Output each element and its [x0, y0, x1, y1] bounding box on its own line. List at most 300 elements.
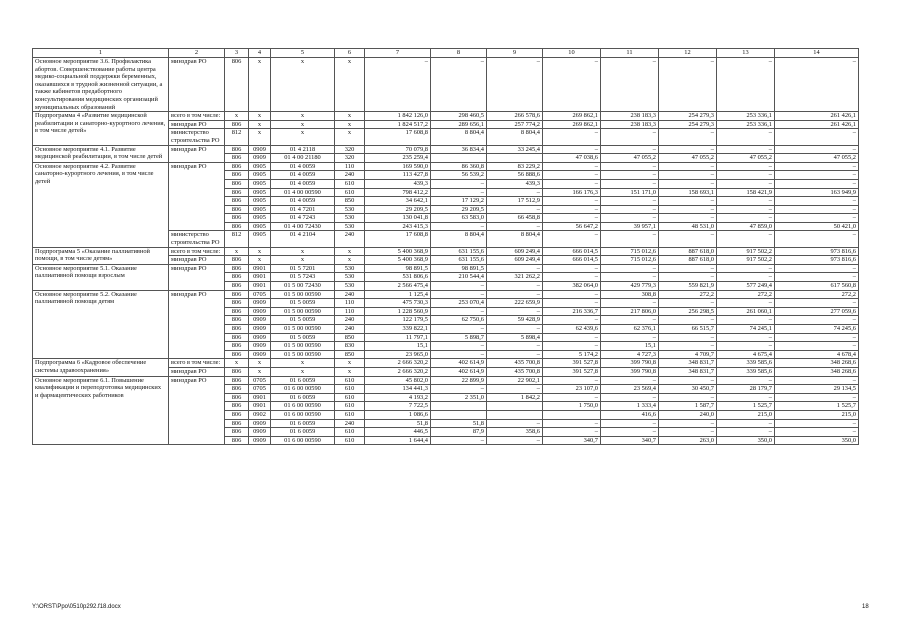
amount-cell: – [775, 273, 859, 282]
code-cell: 806 [225, 179, 249, 188]
amount-cell: – [365, 58, 431, 112]
amount-cell: 113 427,8 [365, 171, 431, 180]
measure-name-cell: Основное мероприятие 3.6. Профилактика абортов. Совершенствование работы центра медико-социальной поддержки беременных, оказавшихся в трудной жизненной ситуации, а также кабинетов предабортного консультирования медицинских организаций муниципальных образований [33, 58, 169, 112]
amount-cell: 235 259,4 [365, 154, 431, 163]
code-cell: 01 5 00 72430 [271, 282, 335, 291]
column-number-cell: 2 [169, 49, 225, 58]
column-number-cell: 10 [543, 49, 601, 58]
amount-cell: 5 400 368,9 [365, 247, 431, 256]
column-number-cell: 1 [33, 49, 169, 58]
code-cell: 01 6 0059 [271, 419, 335, 428]
amount-cell: 158 421,9 [717, 188, 775, 197]
code-cell: 806 [225, 273, 249, 282]
amount-cell: 47 038,6 [543, 154, 601, 163]
amount-cell: 217 806,0 [601, 307, 659, 316]
code-cell: 0909 [249, 307, 271, 316]
column-number-cell: 3 [225, 49, 249, 58]
amount-cell: – [717, 171, 775, 180]
amount-cell: 577 249,4 [717, 282, 775, 291]
amount-cell: – [775, 129, 859, 145]
code-cell: x [271, 247, 335, 256]
amount-cell: – [601, 205, 659, 214]
code-cell: 01 4 00 00590 [271, 188, 335, 197]
column-number-cell: 4 [249, 49, 271, 58]
code-cell: x [335, 120, 365, 129]
executor-cell: министерство строительства РО [169, 129, 225, 145]
amount-cell: 446,5 [365, 428, 431, 437]
amount-cell: 36 834,4 [431, 145, 487, 154]
amount-cell: – [659, 428, 717, 437]
amount-cell: 15,1 [601, 342, 659, 351]
amount-cell: 158 693,1 [659, 188, 717, 197]
amount-cell: 1 587,7 [659, 402, 717, 411]
code-cell: 806 [225, 120, 249, 129]
amount-cell: – [601, 393, 659, 402]
amount-cell: – [487, 205, 543, 214]
amount-cell: 122 179,5 [365, 316, 431, 325]
table-body [33, 58, 859, 445]
amount-cell: 261 426,1 [775, 112, 859, 121]
executor-cell: всего в том числе: [169, 112, 225, 121]
amount-cell: – [601, 264, 659, 273]
code-cell: 806 [225, 385, 249, 394]
amount-cell: 399 790,8 [601, 367, 659, 376]
executor-cell: минздрав РО [169, 256, 225, 265]
code-cell: 610 [335, 402, 365, 411]
code-cell: x [249, 120, 271, 129]
code-cell: x [249, 247, 271, 256]
column-number-cell: 6 [335, 49, 365, 58]
amount-cell: 47 859,0 [717, 222, 775, 231]
amount-cell: 261 426,1 [775, 120, 859, 129]
amount-cell: 8 804,4 [431, 231, 487, 247]
code-cell: 01 4 0059 [271, 162, 335, 171]
amount-cell: 2 351,0 [431, 393, 487, 402]
amount-cell: – [717, 428, 775, 437]
amount-cell: 5 400 368,9 [365, 256, 431, 265]
code-cell: 0902 [249, 410, 271, 419]
amount-cell: 2 666 320,2 [365, 367, 431, 376]
amount-cell: 56 539,2 [431, 171, 487, 180]
code-cell: 0909 [249, 325, 271, 334]
amount-cell: 87,9 [431, 428, 487, 437]
amount-cell: – [487, 342, 543, 351]
amount-cell: – [775, 428, 859, 437]
amount-cell: 23 107,0 [543, 385, 601, 394]
amount-cell: 5 174,2 [543, 350, 601, 359]
code-cell: x [271, 359, 335, 368]
amount-cell: – [717, 376, 775, 385]
amount-cell: 917 502,2 [717, 247, 775, 256]
code-cell: 01 4 0059 [271, 179, 335, 188]
code-cell: x [271, 112, 335, 121]
code-cell: 806 [225, 205, 249, 214]
code-cell: 530 [335, 205, 365, 214]
code-cell: 806 [225, 171, 249, 180]
amount-cell: 1 842,2 [487, 393, 543, 402]
amount-cell: – [431, 58, 487, 112]
executor-cell: минздрав РО [169, 376, 225, 445]
code-cell: 0901 [249, 273, 271, 282]
code-cell: 610 [335, 385, 365, 394]
amount-cell: – [717, 231, 775, 247]
code-cell: 0909 [249, 333, 271, 342]
amount-cell: – [601, 428, 659, 437]
amount-cell: – [431, 325, 487, 334]
amount-cell: – [487, 385, 543, 394]
amount-cell: – [717, 205, 775, 214]
amount-cell: 4 709,7 [659, 350, 717, 359]
code-cell: x [225, 112, 249, 121]
amount-cell: – [775, 333, 859, 342]
amount-cell: 210 544,4 [431, 273, 487, 282]
amount-cell: – [659, 58, 717, 112]
amount-cell: – [775, 171, 859, 180]
budget-table-sheet [32, 48, 858, 445]
code-cell: 01 4 2118 [271, 145, 335, 154]
amount-cell: – [717, 316, 775, 325]
amount-cell: 163 949,9 [775, 188, 859, 197]
amount-cell: 2 566 475,4 [365, 282, 431, 291]
amount-cell: – [659, 316, 717, 325]
amount-cell: 272,2 [775, 290, 859, 299]
code-cell: 530 [335, 264, 365, 273]
code-cell: 01 6 0059 [271, 393, 335, 402]
amount-cell: 17 608,8 [365, 231, 431, 247]
amount-cell: 666 014,5 [543, 256, 601, 265]
code-cell: 0905 [249, 214, 271, 223]
code-cell: 0909 [249, 428, 271, 437]
amount-cell: 51,8 [431, 419, 487, 428]
amount-cell [431, 402, 487, 411]
document-path-footer: Y:\ORST\Ppo\0510p292.f18.docx [32, 604, 121, 610]
table-row [33, 264, 859, 273]
amount-cell [487, 402, 543, 411]
amount-cell: 350,0 [775, 436, 859, 445]
code-cell: 240 [335, 325, 365, 334]
amount-cell: 256 298,5 [659, 307, 717, 316]
amount-cell: 23 569,4 [601, 385, 659, 394]
amount-cell: 475 730,3 [365, 299, 431, 308]
amount-cell: – [487, 325, 543, 334]
amount-cell: 4 675,4 [717, 350, 775, 359]
amount-cell: 50 421,0 [775, 222, 859, 231]
amount-cell: – [431, 188, 487, 197]
amount-cell: – [601, 145, 659, 154]
amount-cell: – [775, 205, 859, 214]
code-cell: 0909 [249, 419, 271, 428]
amount-cell: 887 618,0 [659, 256, 717, 265]
code-cell: 610 [335, 376, 365, 385]
code-cell: x [335, 129, 365, 145]
amount-cell: – [717, 129, 775, 145]
amount-cell: 17 608,8 [365, 129, 431, 145]
amount-cell: – [659, 179, 717, 188]
amount-cell: – [775, 264, 859, 273]
amount-cell: – [659, 419, 717, 428]
code-cell: 01 6 0059 [271, 376, 335, 385]
amount-cell: 28 179,7 [717, 385, 775, 394]
amount-cell: – [717, 299, 775, 308]
amount-cell: 63 583,0 [431, 214, 487, 223]
amount-cell: 215,0 [775, 410, 859, 419]
amount-cell: – [601, 333, 659, 342]
amount-cell: 1 228 560,9 [365, 307, 431, 316]
amount-cell: – [717, 419, 775, 428]
amount-cell: 2 666 320,2 [365, 359, 431, 368]
amount-cell: 29 134,5 [775, 385, 859, 394]
table-row [33, 359, 859, 368]
amount-cell: 435 700,8 [487, 359, 543, 368]
amount-cell: – [431, 350, 487, 359]
executor-cell: минздрав РО [169, 58, 225, 112]
code-cell: 01 5 00 00590 [271, 307, 335, 316]
code-cell: 01 4 7243 [271, 214, 335, 223]
amount-cell: 272,2 [659, 290, 717, 299]
code-cell: x [335, 112, 365, 121]
amount-cell: – [543, 376, 601, 385]
amount-cell: 798 412,2 [365, 188, 431, 197]
code-cell: 01 4 2104 [271, 231, 335, 247]
measure-name-cell: Подпрограмма 6 «Кадровое обеспечение системы здравоохранения» [33, 359, 169, 376]
code-cell: 806 [225, 350, 249, 359]
amount-cell: 11 797,1 [365, 333, 431, 342]
amount-cell: – [601, 171, 659, 180]
amount-cell: 29 209,5 [431, 205, 487, 214]
amount-cell: – [717, 145, 775, 154]
column-number-cell: 7 [365, 49, 431, 58]
code-cell: 806 [225, 376, 249, 385]
amount-cell: 243 415,3 [365, 222, 431, 231]
amount-cell: – [775, 231, 859, 247]
code-cell: 0905 [249, 197, 271, 206]
amount-cell: – [431, 179, 487, 188]
code-cell: 806 [225, 290, 249, 299]
amount-cell: – [775, 299, 859, 308]
code-cell: 806 [225, 325, 249, 334]
amount-cell: 1 842 126,0 [365, 112, 431, 121]
amount-cell: 29 209,5 [365, 205, 431, 214]
amount-cell: – [775, 214, 859, 223]
code-cell: x [249, 129, 271, 145]
amount-cell: – [717, 58, 775, 112]
amount-cell: 339 585,6 [717, 367, 775, 376]
code-cell: 812 [225, 231, 249, 247]
amount-cell: – [543, 428, 601, 437]
code-cell: 806 [225, 154, 249, 163]
amount-cell [487, 154, 543, 163]
amount-cell: 348 268,6 [775, 359, 859, 368]
code-cell: x [249, 112, 271, 121]
amount-cell: 277 059,6 [775, 307, 859, 316]
code-cell: 0705 [249, 290, 271, 299]
amount-cell: – [601, 214, 659, 223]
code-cell: 110 [335, 307, 365, 316]
amount-cell: 62 376,1 [601, 325, 659, 334]
amount-cell: 617 560,8 [775, 282, 859, 291]
amount-cell: 47 055,2 [659, 154, 717, 163]
code-cell: 01 5 00 00590 [271, 290, 335, 299]
amount-cell: 257 774,2 [487, 120, 543, 129]
executor-cell: минздрав РО [169, 264, 225, 290]
amount-cell: – [431, 342, 487, 351]
amount-cell: – [601, 419, 659, 428]
amount-cell: 348 268,6 [775, 367, 859, 376]
amount-cell: – [543, 145, 601, 154]
amount-cell: – [659, 214, 717, 223]
code-cell: x [249, 58, 271, 112]
amount-cell: 272,2 [717, 290, 775, 299]
executor-cell: минздрав РО [169, 290, 225, 359]
amount-cell: 439,3 [365, 179, 431, 188]
executor-cell: минздрав РО [169, 162, 225, 231]
measure-name-cell: Основное мероприятие 5.2. Оказание паллиативной помощи детям [33, 290, 169, 359]
amount-cell: – [543, 290, 601, 299]
executor-cell: минздрав РО [169, 367, 225, 376]
code-cell: 806 [225, 367, 249, 376]
table-row [33, 247, 859, 256]
code-cell: 806 [225, 58, 249, 112]
amount-cell: 340,7 [543, 436, 601, 445]
amount-cell: 631 155,6 [431, 247, 487, 256]
amount-cell: 66 458,8 [487, 214, 543, 223]
amount-cell [487, 410, 543, 419]
table-row [33, 145, 859, 154]
code-cell: 0905 [249, 205, 271, 214]
code-cell: x [271, 58, 335, 112]
amount-cell: – [717, 342, 775, 351]
amount-cell: 973 816,6 [775, 247, 859, 256]
amount-cell: – [601, 273, 659, 282]
amount-cell: – [775, 376, 859, 385]
amount-cell: 22 899,9 [431, 376, 487, 385]
code-cell: 110 [335, 299, 365, 308]
code-cell: x [335, 247, 365, 256]
measure-name-cell: Основное мероприятие 5.1. Оказание паллиативной помощи взрослым [33, 264, 169, 290]
amount-cell: 391 527,8 [543, 359, 601, 368]
amount-cell: 5 898,4 [487, 333, 543, 342]
amount-cell: 399 790,8 [601, 359, 659, 368]
amount-cell: 151 171,0 [601, 188, 659, 197]
code-cell: 806 [225, 307, 249, 316]
amount-cell: 15,1 [365, 342, 431, 351]
amount-cell: – [487, 436, 543, 445]
amount-cell: – [487, 307, 543, 316]
code-cell: 806 [225, 333, 249, 342]
amount-cell: – [431, 222, 487, 231]
amount-cell: – [717, 179, 775, 188]
code-cell: 01 4 7201 [271, 205, 335, 214]
code-cell: 850 [335, 197, 365, 206]
column-number-cell: 5 [271, 49, 335, 58]
page-number: 18 [862, 604, 869, 610]
amount-cell: 4 727,3 [601, 350, 659, 359]
amount-cell: 531 806,6 [365, 273, 431, 282]
amount-cell: 4 193,2 [365, 393, 431, 402]
amount-cell: – [431, 282, 487, 291]
amount-cell: 350,0 [717, 436, 775, 445]
executor-cell: всего в том числе: [169, 247, 225, 256]
amount-cell: – [543, 129, 601, 145]
amount-cell: 340,7 [601, 436, 659, 445]
code-cell: 01 5 00 00590 [271, 342, 335, 351]
amount-cell: – [659, 342, 717, 351]
code-cell: 806 [225, 145, 249, 154]
budget-table [32, 48, 859, 445]
table-row [33, 376, 859, 385]
amount-cell: 917 502,2 [717, 256, 775, 265]
measure-name-cell: Основное мероприятие 4.2. Развитие санаторно-курортного лечения, в том числе детей [33, 162, 169, 247]
code-cell: 240 [335, 316, 365, 325]
amount-cell: 83 229,2 [487, 162, 543, 171]
amount-cell: – [543, 333, 601, 342]
amount-cell: 1 644,4 [365, 436, 431, 445]
code-cell: 806 [225, 197, 249, 206]
amount-cell: – [775, 162, 859, 171]
amount-cell: 215,0 [717, 410, 775, 419]
code-cell: 610 [335, 410, 365, 419]
amount-cell: – [431, 385, 487, 394]
amount-cell: 298 460,5 [431, 112, 487, 121]
code-cell: x [271, 120, 335, 129]
amount-cell: – [659, 393, 717, 402]
amount-cell: 402 614,9 [431, 367, 487, 376]
amount-cell: – [775, 393, 859, 402]
code-cell: 0909 [249, 350, 271, 359]
amount-cell: – [487, 419, 543, 428]
code-cell: x [225, 359, 249, 368]
measure-name-cell: Подпрограмма 4 «Развитие медицинской реабилитации и санаторно-курортного лечения, в том числе детей» [33, 112, 169, 145]
code-cell: x [249, 256, 271, 265]
amount-cell: 339 822,1 [365, 325, 431, 334]
amount-cell: 56 888,6 [487, 171, 543, 180]
code-cell: 806 [225, 282, 249, 291]
table-row [33, 58, 859, 112]
amount-cell: 17 129,2 [431, 197, 487, 206]
amount-cell: – [543, 179, 601, 188]
amount-cell: 269 862,1 [543, 112, 601, 121]
code-cell: 01 6 00 00590 [271, 385, 335, 394]
code-cell: 806 [225, 222, 249, 231]
amount-cell: 402 614,9 [431, 359, 487, 368]
amount-cell: – [659, 171, 717, 180]
code-cell: 01 5 7201 [271, 264, 335, 273]
column-number-cell: 11 [601, 49, 659, 58]
amount-cell: – [659, 129, 717, 145]
code-cell: 01 4 00 21180 [271, 154, 335, 163]
amount-cell: – [543, 264, 601, 273]
amount-cell: 134 441,3 [365, 385, 431, 394]
measure-name-cell: Подпрограмма 5 «Оказание паллиативной помощи, в том числе детям» [33, 247, 169, 264]
amount-cell: 74 245,6 [775, 325, 859, 334]
amount-cell: 62 439,6 [543, 325, 601, 334]
amount-cell: 1 525,7 [717, 402, 775, 411]
column-number-cell: 9 [487, 49, 543, 58]
code-cell: 806 [225, 316, 249, 325]
amount-cell: 253 336,1 [717, 112, 775, 121]
code-cell: 530 [335, 222, 365, 231]
code-cell: 0905 [249, 188, 271, 197]
amount-cell [543, 410, 601, 419]
executor-cell: министерство строительства РО [169, 231, 225, 247]
code-cell: 610 [335, 428, 365, 437]
code-cell: 806 [225, 214, 249, 223]
amount-cell: 666 014,5 [543, 247, 601, 256]
code-cell: x [335, 359, 365, 368]
code-cell: x [249, 367, 271, 376]
code-cell: 812 [225, 129, 249, 145]
amount-cell: 715 012,6 [601, 247, 659, 256]
